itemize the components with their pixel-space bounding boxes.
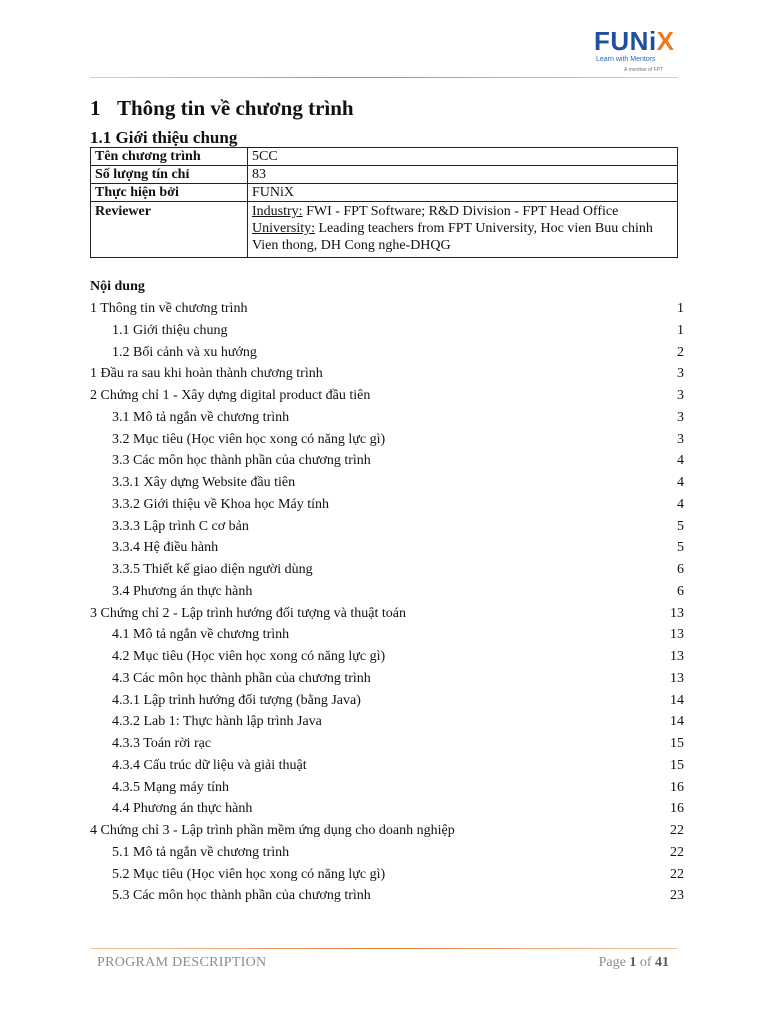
toc-entry[interactable] — [90, 798, 684, 820]
toc-entry-page: 13 — [670, 649, 684, 664]
row-value: 83 — [248, 166, 678, 184]
toc-entry-text: 3.1 Mô tả ngắn về chương trình — [112, 409, 290, 425]
toc-entry-text: 3.3.4 Hệ điều hành — [112, 540, 219, 556]
program-info-table — [90, 147, 678, 258]
toc-entry-text: 5.2 Mục tiêu (Học viên học xong có năng lực gì) — [112, 866, 386, 882]
industry-label: Industry: — [252, 204, 303, 219]
toc-entry-text: 3 Chứng chỉ 2 - Lập trình hướng đối tượng và thuật toán — [90, 605, 406, 621]
toc-entry-text: 3.4 Phương án thực hành — [112, 583, 253, 599]
toc-entry-page: 4 — [677, 475, 684, 490]
toc-entry-page: 22 — [670, 866, 684, 882]
toc-entry-text: 4.3.2 Lab 1: Thực hành lập trình Java — [112, 714, 322, 730]
university-value: Leading teachers from FPT University, Hoc vien Buu chinh Vien thong, DH Cong nghe-DHQG — [252, 221, 653, 253]
toc-entry[interactable] — [90, 690, 684, 712]
toc-entry[interactable] — [90, 820, 684, 842]
toc-entry-page: 15 — [670, 757, 684, 773]
footer-title: PROGRAM DESCRIPTION — [97, 955, 267, 970]
toc-entry[interactable] — [90, 733, 684, 755]
toc-entry-text: 4.3.3 Toán rời rạc — [112, 736, 212, 751]
toc-entry[interactable] — [90, 537, 684, 559]
table-of-contents — [90, 298, 684, 907]
page-number: Page 1 of 41 — [598, 955, 669, 970]
toc-entry-page: 6 — [677, 583, 684, 599]
toc-entry-text: 1.1 Giới thiệu chung — [112, 322, 228, 338]
toc-entry-page: 22 — [670, 823, 684, 838]
toc-entry-page: 3 — [677, 431, 684, 447]
toc-entry[interactable] — [90, 516, 684, 538]
toc-entry-page: 1 — [677, 322, 684, 338]
logo-wordmark: FUNiX — [594, 26, 675, 56]
row-key: Thực hiện bởi — [91, 184, 248, 202]
toc-entry[interactable] — [90, 668, 684, 690]
row-value: FUNiX — [248, 184, 678, 202]
toc-entry[interactable] — [90, 711, 684, 733]
toc-entry-page: 14 — [670, 714, 684, 730]
toc-entry[interactable] — [90, 777, 684, 799]
toc-entry-page: 3 — [677, 366, 684, 382]
toc-entry-text: 4.3.5 Mạng máy tính — [112, 779, 230, 795]
toc-entry-page: 16 — [670, 779, 684, 795]
toc-entry[interactable] — [90, 450, 684, 472]
toc-entry-text: 1 Thông tin về chương trình — [90, 301, 248, 316]
funix-logo — [590, 26, 680, 76]
toc-entry[interactable] — [90, 429, 684, 451]
toc-entry-text: 1.2 Bối cảnh và xu hướng — [112, 344, 257, 360]
table-row — [91, 166, 678, 184]
toc-entry[interactable] — [90, 342, 684, 364]
header-divider — [90, 77, 678, 78]
toc-entry-text: 4.1 Mô tả ngắn về chương trình — [112, 627, 290, 643]
toc-entry-page: 13 — [670, 605, 684, 621]
row-key: Tên chương trình — [91, 148, 248, 166]
toc-entry-text: 4.4 Phương án thực hành — [112, 801, 253, 817]
toc-entry-page: 13 — [670, 670, 684, 686]
toc-entry[interactable] — [90, 298, 684, 320]
toc-entry[interactable] — [90, 385, 684, 407]
toc-entry-page: 1 — [677, 301, 684, 316]
logo-member-line: A member of FPT — [624, 67, 664, 73]
row-key: Reviewer — [91, 202, 248, 258]
toc-entry-page: 4 — [677, 453, 684, 469]
toc-entry[interactable] — [90, 559, 684, 581]
toc-entry-text: 4 Chứng chỉ 3 - Lập trình phần mềm ứng dụng cho doanh nghiệp — [90, 823, 455, 838]
toc-entry-text: 3.3 Các môn học thành phần của chương trình — [112, 453, 371, 469]
toc-entry[interactable] — [90, 624, 684, 646]
table-row-reviewer — [91, 202, 678, 258]
toc-entry[interactable] — [90, 363, 684, 385]
toc-entry-text: 3.3.5 Thiết kế giao diện người dùng — [112, 562, 313, 577]
toc-entry[interactable] — [90, 581, 684, 603]
toc-entry-page: 5 — [677, 518, 684, 534]
toc-entry-page: 14 — [670, 692, 684, 708]
toc-entry-page: 15 — [670, 736, 684, 751]
toc-entry-page: 16 — [670, 801, 684, 817]
toc-entry[interactable] — [90, 603, 684, 625]
toc-entry-text: 4.3.4 Cấu trúc dữ liệu và giải thuật — [112, 757, 307, 773]
toc-entry[interactable] — [90, 755, 684, 777]
table-row — [91, 184, 678, 202]
section-heading: 1 Thông tin về chương trình — [90, 96, 354, 120]
subsection-heading: 1.1 Giới thiệu chung — [90, 128, 238, 147]
toc-entry-text: 3.3.1 Xây dựng Website đầu tiên — [112, 475, 296, 490]
toc-title: Nội dung — [90, 279, 145, 294]
toc-entry-text: 5.1 Mô tả ngắn về chương trình — [112, 844, 290, 860]
row-key: Số lượng tín chỉ — [91, 166, 248, 184]
toc-entry-text: 2 Chứng chỉ 1 - Xây dựng digital product đầu tiên — [90, 388, 371, 403]
toc-entry-page: 3 — [677, 388, 684, 403]
toc-entry[interactable] — [90, 885, 684, 907]
toc-entry-text: 5.3 Các môn học thành phần của chương trình — [112, 888, 371, 904]
footer-divider — [90, 948, 678, 949]
toc-entry-text: 4.3 Các môn học thành phần của chương trình — [112, 670, 371, 686]
toc-entry-text: 4.3.1 Lập trình hướng đối tượng (bằng Java) — [112, 692, 361, 708]
toc-entry[interactable] — [90, 864, 684, 886]
toc-entry-text: 1 Đầu ra sau khi hoàn thành chương trình — [90, 366, 323, 382]
toc-entry[interactable] — [90, 320, 684, 342]
toc-entry[interactable] — [90, 842, 684, 864]
row-value: 5CC — [248, 148, 678, 166]
university-label: University: — [252, 221, 315, 236]
toc-entry-text: 4.2 Mục tiêu (Học viên học xong có năng lực gì) — [112, 649, 386, 664]
toc-entry[interactable] — [90, 646, 684, 668]
toc-entry[interactable] — [90, 494, 684, 516]
toc-entry-page: 23 — [670, 888, 684, 904]
reviewer-value — [248, 202, 678, 258]
toc-entry-page: 22 — [670, 844, 684, 860]
toc-entry-text: 3.2 Mục tiêu (Học viên học xong có năng lực gì) — [112, 431, 386, 447]
industry-value: FWI - FPT Software; R&D Division - FPT Head Office — [302, 204, 619, 219]
toc-entry-page: 3 — [677, 409, 684, 425]
toc-entry-page: 5 — [677, 540, 684, 556]
toc-entry-page: 4 — [677, 496, 684, 512]
toc-entry-page: 2 — [677, 344, 684, 360]
toc-entry-text: 3.3.2 Giới thiệu về Khoa học Máy tính — [112, 496, 329, 512]
logo-tagline: Learn with Mentors — [596, 56, 656, 63]
toc-entry-page: 13 — [670, 627, 684, 643]
toc-entry[interactable] — [90, 472, 684, 494]
table-row — [91, 148, 678, 166]
toc-entry[interactable] — [90, 407, 684, 429]
toc-entry-page: 6 — [677, 562, 684, 577]
toc-entry-text: 3.3.3 Lập trình C cơ bản — [112, 518, 249, 534]
